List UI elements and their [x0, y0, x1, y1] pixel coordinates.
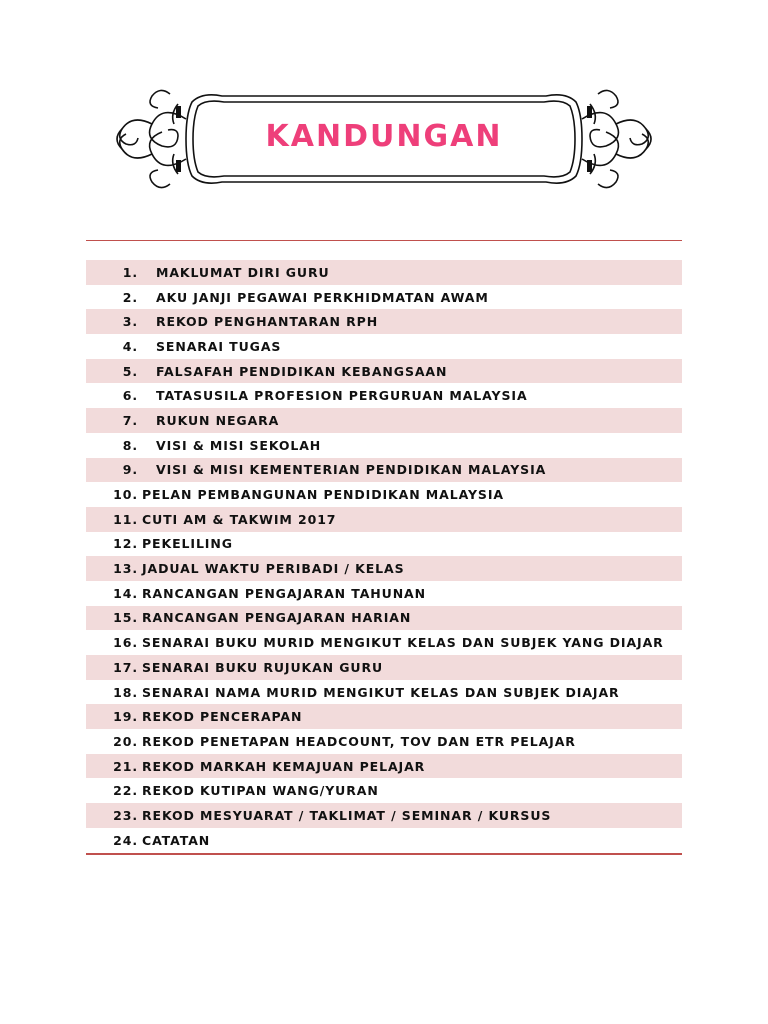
toc-item-label: CUTI AM & TAKWIM 2017: [142, 511, 337, 527]
toc-item-number: 24.: [113, 832, 138, 848]
toc-item: [86, 359, 682, 384]
toc-item-label: PELAN PEMBANGUNAN PENDIDIKAN MALAYSIA: [142, 487, 504, 503]
toc-item-number: 23.: [113, 807, 138, 823]
toc-item: [86, 704, 682, 729]
toc-item: [86, 285, 682, 310]
toc-item-number: 15.: [113, 610, 138, 626]
toc-item-number: 14.: [113, 585, 138, 601]
toc-item-label: SENARAI NAMA MURID MENGIKUT KELAS DAN SUBJEK DIAJAR: [142, 684, 620, 700]
toc-item-number: 7.: [122, 412, 138, 428]
toc-item-label: TATASUSILA PROFESION PERGURUAN MALAYSIA: [156, 388, 528, 404]
toc-item-number: 10.: [113, 487, 138, 503]
toc-item-number: 22.: [113, 783, 138, 799]
toc-item: [86, 778, 682, 803]
toc-item: [86, 828, 682, 853]
toc-item-label: REKOD PENGHANTARAN RPH: [156, 314, 379, 330]
toc-item-number: 5.: [122, 363, 138, 379]
toc-item-label: SENARAI TUGAS: [156, 338, 282, 354]
toc-item-number: 8.: [122, 437, 138, 453]
toc-item-number: 11.: [113, 511, 138, 527]
toc-item-number: 9.: [122, 462, 138, 478]
toc-item: [86, 532, 682, 557]
toc-item-label: REKOD PENCERAPAN: [142, 709, 303, 725]
toc-item-label: CATATAN: [142, 832, 211, 848]
toc-item-label: SENARAI BUKU RUJUKAN GURU: [142, 659, 384, 675]
toc-item-number: 21.: [113, 758, 138, 774]
toc-item-label: JADUAL WAKTU PERIBADI / KELAS: [142, 561, 405, 577]
toc-item-label: MAKLUMAT DIRI GURU: [156, 264, 330, 280]
toc-item: [86, 556, 682, 581]
toc-item-label: AKU JANJI PEGAWAI PERKHIDMATAN AWAM: [156, 289, 489, 305]
page-title: KANDUNGAN: [265, 119, 503, 154]
toc-item-label: REKOD MESYUARAT / TAKLIMAT / SEMINAR / KURSUS: [142, 807, 552, 823]
toc-item: [86, 606, 682, 631]
toc-item-number: 16.: [113, 635, 138, 651]
toc-item: [86, 458, 682, 483]
toc-item: [86, 630, 682, 655]
toc-item-number: 13.: [113, 561, 138, 577]
toc-item: [86, 309, 682, 334]
toc-item-number: 17.: [113, 659, 138, 675]
toc-item: [86, 433, 682, 458]
toc-item-number: 12.: [113, 536, 138, 552]
toc-item-label: VISI & MISI KEMENTERIAN PENDIDIKAN MALAYSIA: [156, 462, 547, 478]
toc-item-label: RANCANGAN PENGAJARAN HARIAN: [142, 610, 412, 626]
toc-item-number: 3.: [122, 314, 138, 330]
toc-item-number: 20.: [113, 733, 138, 749]
toc-item: [86, 729, 682, 754]
toc-item: [86, 581, 682, 606]
toc-item-label: RUKUN NEGARA: [156, 412, 280, 428]
toc-item: [86, 655, 682, 680]
toc-item-number: 6.: [122, 388, 138, 404]
toc-item-label: SENARAI BUKU MURID MENGIKUT KELAS DAN SUBJEK YANG DIAJAR: [142, 635, 664, 651]
toc-item-label: PEKELILING: [142, 536, 233, 552]
toc-item-number: 4.: [122, 338, 138, 354]
toc-item-label: REKOD PENETAPAN HEADCOUNT, TOV DAN ETR PELAJAR: [142, 733, 576, 749]
toc-item: [86, 803, 682, 828]
toc-item-label: VISI & MISI SEKOLAH: [156, 437, 322, 453]
toc-item-label: REKOD KUTIPAN WANG/YURAN: [142, 783, 379, 799]
toc-item: [86, 408, 682, 433]
toc-item-label: FALSAFAH PENDIDIKAN KEBANGSAAN: [156, 363, 448, 379]
toc-item: [86, 334, 682, 359]
toc-item-number: 1.: [122, 264, 138, 280]
toc-item-number: 19.: [113, 709, 138, 725]
toc-item-number: 18.: [113, 684, 138, 700]
toc-item-number: 2.: [122, 289, 138, 305]
toc-item: [86, 482, 682, 507]
toc-item: [86, 507, 682, 532]
toc-item: [86, 383, 682, 408]
toc-item-label: REKOD MARKAH KEMAJUAN PELAJAR: [142, 758, 426, 774]
toc-item-label: RANCANGAN PENGAJARAN TAHUNAN: [142, 585, 426, 601]
toc-item: [86, 680, 682, 705]
toc-item: [86, 260, 682, 285]
table-of-contents: [86, 240, 682, 855]
toc-item: [86, 754, 682, 779]
